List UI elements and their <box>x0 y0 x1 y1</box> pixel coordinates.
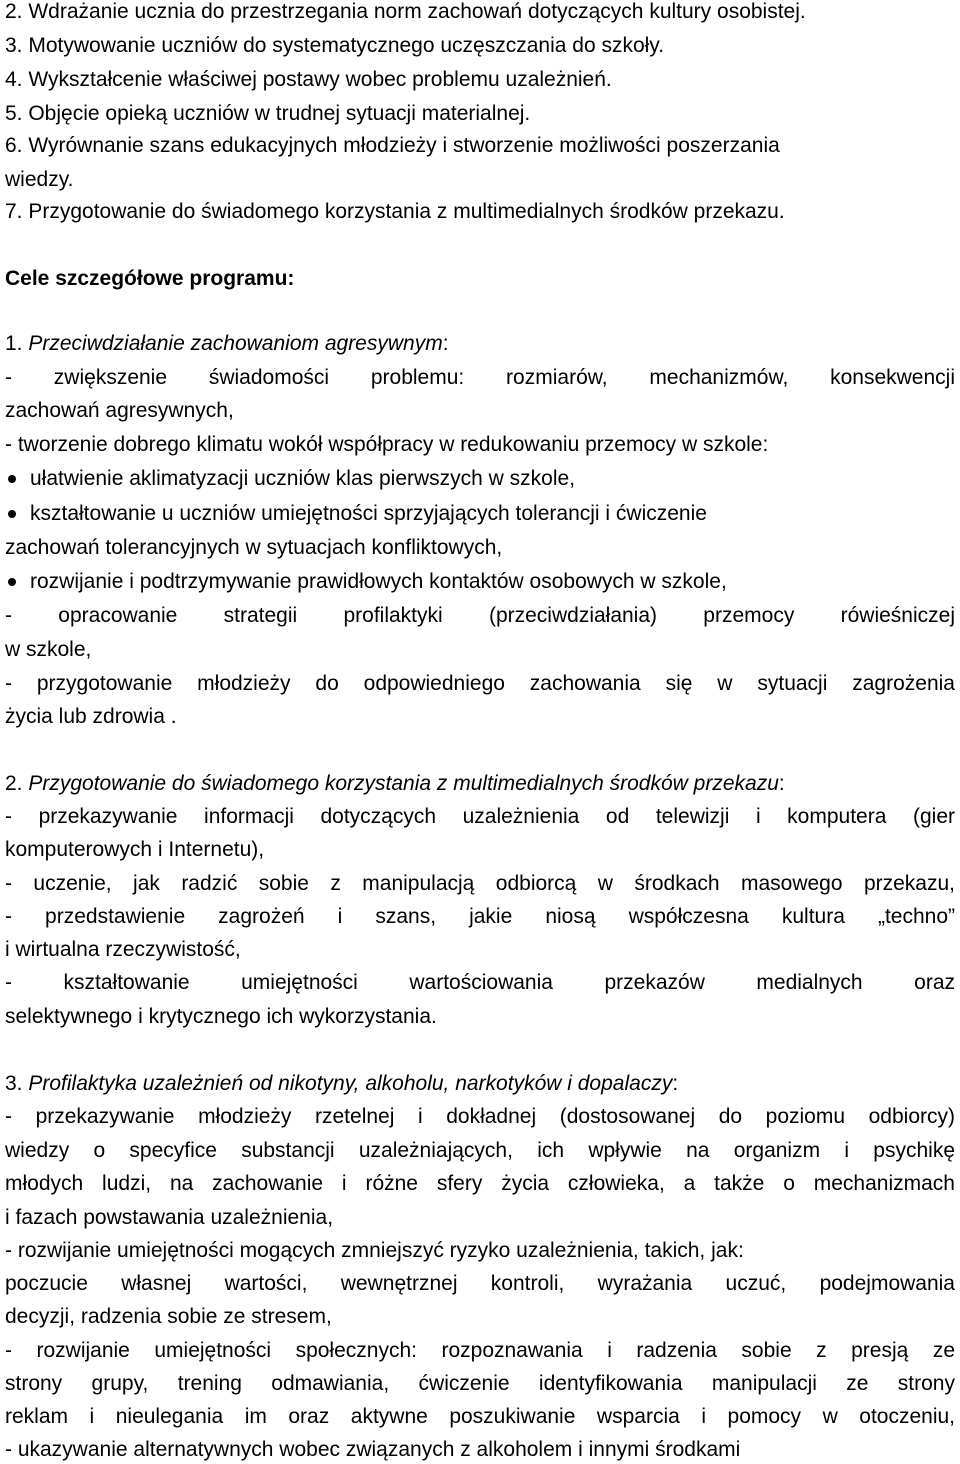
list-item: 3. Motywowanie uczniów do systematycznego uczęszczania do szkoły. <box>5 34 665 57</box>
paragraph-line: życia lub zdrowia . <box>5 705 177 728</box>
section-title-text: Przygotowanie do świadomego korzystania z multimedialnych środków przekazu <box>28 772 779 795</box>
section-1-title <box>5 330 955 358</box>
paragraph-line: selektywnego i krytycznego ich wykorzystania. <box>5 1005 437 1028</box>
paragraph-line: i wirtualna rzeczywistość, <box>5 938 241 961</box>
section-title-colon: : <box>672 1072 679 1095</box>
paragraph-line: - rozwijanie umiejętności mogących zmniejszyć ryzyko uzależnienia, takich, jak: <box>5 1239 744 1262</box>
list-item: 5. Objęcie opieką uczniów w trudnej sytuacji materialnej. <box>5 102 531 125</box>
paragraph-line: reklam i nieulegania im oraz aktywne poszukiwanie wsparcia i pomocy w otoczeniu, <box>5 1405 955 1428</box>
paragraph-line: zachowań agresywnych, <box>5 399 234 422</box>
bullet-item <box>5 500 955 528</box>
paragraph-line: - przekazywanie informacji dotyczących uzależnienia od telewizji i komputera (gier <box>5 805 955 828</box>
bullet-text: kształtowanie u uczniów umiejętności sprzyjających tolerancji i ćwiczenie <box>30 502 707 525</box>
paragraph-line: komputerowych i Internetu), <box>5 838 265 861</box>
bullet-icon <box>8 510 16 518</box>
paragraph-line: zachowań tolerancyjnych w sytuacjach konfliktowych, <box>5 536 503 559</box>
section-2-title <box>5 770 955 798</box>
section-number: 1. <box>5 332 29 355</box>
paragraph-line: - opracowanie strategii profilaktyki (przeciwdziałania) przemocy rówieśniczej <box>5 604 955 627</box>
paragraph-line: - przekazywanie młodzieży rzetelnej i dokładnej (dostosowanej do poziomu odbiorcy) <box>5 1105 955 1128</box>
paragraph-line: - uczenie, jak radzić sobie z manipulacją odbiorcą w środkach masowego przekazu, <box>5 872 955 895</box>
paragraph-line: młodych ludzi, na zachowanie i różne sfery życia człowieka, a także o mechanizmach <box>5 1172 955 1195</box>
list-item-continuation: wiedzy. <box>5 168 74 191</box>
section-number: 2. <box>5 772 29 795</box>
paragraph-line: - przygotowanie młodzieży do odpowiedniego zachowania się w sytuacji zagrożenia <box>5 672 955 695</box>
list-item: 7. Przygotowanie do świadomego korzystania z multimedialnych środków przekazu. <box>5 200 785 223</box>
paragraph-line: - tworzenie dobrego klimatu wokół współpracy w redukowaniu przemocy w szkole: <box>5 433 769 456</box>
paragraph-line: i fazach powstawania uzależnienia, <box>5 1206 334 1229</box>
section-title-text: Przeciwdziałanie zachowaniom agresywnym <box>28 332 443 355</box>
bullet-item <box>5 465 955 493</box>
list-item: 4. Wykształcenie właściwej postawy wobec problemu uzależnień. <box>5 68 612 91</box>
list-item: 2. Wdrażanie ucznia do przestrzegania norm zachowań dotyczących kultury osobistej. <box>5 0 806 23</box>
paragraph-line: poczucie własnej wartości, wewnętrznej kontroli, wyrażania uczuć, podejmowania <box>5 1272 955 1295</box>
section-title-colon: : <box>778 772 785 795</box>
section-heading: Cele szczegółowe programu: <box>5 267 295 290</box>
bullet-icon <box>8 578 16 586</box>
paragraph-line: - zwiększenie świadomości problemu: rozmiarów, mechanizmów, konsekwencji <box>5 366 955 389</box>
section-3-title <box>5 1070 955 1098</box>
paragraph-line: - rozwijanie umiejętności społecznych: rozpoznawania i radzenia sobie z presją ze <box>5 1339 955 1362</box>
bullet-text: rozwijanie i podtrzymywanie prawidłowych kontaktów osobowych w szkole, <box>30 570 727 593</box>
paragraph-line: - ukazywanie alternatywnych wobec związanych z alkoholem i innymi środkami <box>5 1438 741 1461</box>
paragraph-line: - przedstawienie zagrożeń i szans, jakie niosą współczesna kultura „techno” <box>5 905 955 928</box>
section-title-colon: : <box>442 332 449 355</box>
list-item: 6. Wyrównanie szans edukacyjnych młodzieży i stworzenie możliwości poszerzania <box>5 134 780 157</box>
paragraph-line: wiedzy o specyfice substancji uzależniających, ich wpływie na organizm i psychikę <box>5 1139 955 1162</box>
bullet-item <box>5 568 955 596</box>
section-title-text: Profilaktyka uzależnień od nikotyny, alkoholu, narkotyków i dopalaczy <box>28 1072 673 1095</box>
paragraph-line: w szkole, <box>5 638 92 661</box>
paragraph-line: - kształtowanie umiejętności wartościowania przekazów medialnych oraz <box>5 971 955 994</box>
paragraph-line: decyzji, radzenia sobie ze stresem, <box>5 1305 332 1328</box>
bullet-text: ułatwienie aklimatyzacji uczniów klas pierwszych w szkole, <box>30 467 576 490</box>
bullet-icon <box>8 475 16 483</box>
section-number: 3. <box>5 1072 29 1095</box>
paragraph-line: strony grupy, trening odmawiania, ćwiczenie identyfikowania manipulacji ze strony <box>5 1372 955 1395</box>
